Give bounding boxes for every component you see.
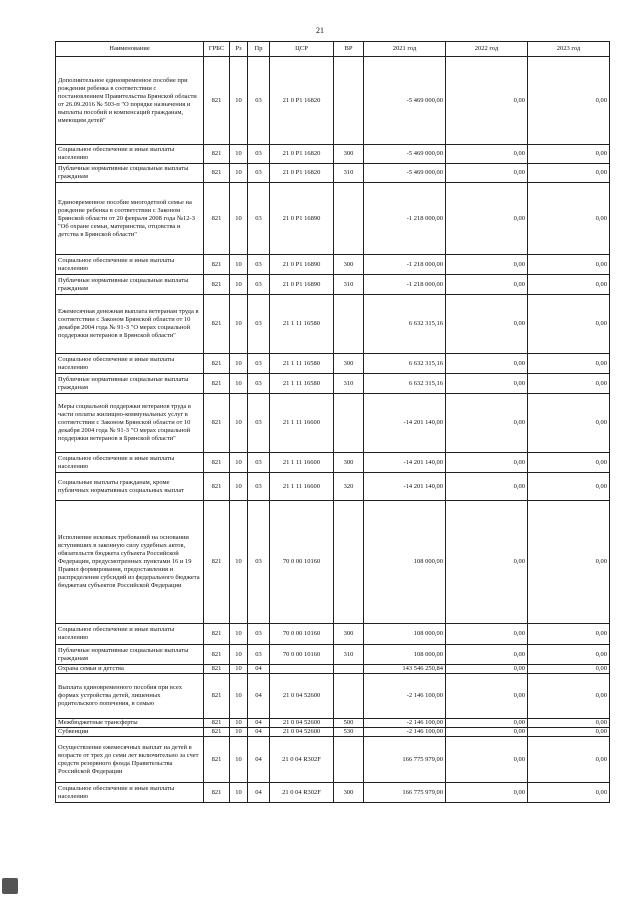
table-row xyxy=(56,728,610,737)
cell-name: Осуществление ежемесячных выплат на детей в возрасте от трех до семи лет включительно за счет средств резервного фонда Правительства Российской Федерации xyxy=(56,737,204,783)
cell-grbs: 821 xyxy=(204,183,230,255)
cell-2022: 0,00 xyxy=(446,164,528,183)
cell-2021: 143 546 250,84 xyxy=(364,665,446,674)
table-row xyxy=(56,255,610,275)
cell-csr: 70 0 00 10160 xyxy=(270,645,334,665)
cell-name: Социальное обеспечение и иные выплаты населению xyxy=(56,453,204,473)
cell-2022: 0,00 xyxy=(446,183,528,255)
cell-csr: 21 0 P1 16820 xyxy=(270,164,334,183)
cell-vr: 300 xyxy=(334,783,364,803)
cell-csr: 21 0 04 R302F xyxy=(270,737,334,783)
header-grbs: ГРБС xyxy=(204,42,230,57)
cell-2022: 0,00 xyxy=(446,453,528,473)
cell-2023: 0,00 xyxy=(528,783,610,803)
cell-rz: 10 xyxy=(230,728,248,737)
cell-2021: 6 632 315,16 xyxy=(364,295,446,354)
cell-pr: 03 xyxy=(248,164,270,183)
cell-2023: 0,00 xyxy=(528,183,610,255)
cell-pr: 03 xyxy=(248,473,270,501)
cell-2023: 0,00 xyxy=(528,354,610,374)
cell-csr: 21 0 P1 16890 xyxy=(270,275,334,295)
cell-2023: 0,00 xyxy=(528,645,610,665)
cell-2022: 0,00 xyxy=(446,354,528,374)
cell-2022: 0,00 xyxy=(446,473,528,501)
cell-grbs: 821 xyxy=(204,728,230,737)
header-2022: 2022 год xyxy=(446,42,528,57)
table-row xyxy=(56,374,610,394)
cell-2021: -5 469 000,00 xyxy=(364,164,446,183)
cell-pr: 04 xyxy=(248,783,270,803)
cell-vr: 500 xyxy=(334,719,364,728)
cell-2021: -14 201 140,00 xyxy=(364,394,446,453)
cell-pr: 04 xyxy=(248,737,270,783)
cell-name: Публичные нормативные социальные выплаты гражданам xyxy=(56,645,204,665)
cell-csr: 21 1 11 16600 xyxy=(270,473,334,501)
cell-2022: 0,00 xyxy=(446,665,528,674)
cell-name: Единовременное пособие многодетной семье на рождение ребенка в соответствии с Законом Брянской области от 20 февраля 2008 года №12-З "Об охране семьи, материнства, отцовства и детства в Брянской области" xyxy=(56,183,204,255)
cell-2021: 108 000,00 xyxy=(364,624,446,645)
cell-2023: 0,00 xyxy=(528,295,610,354)
header-2021: 2021 год xyxy=(364,42,446,57)
cell-2023: 0,00 xyxy=(528,624,610,645)
cell-2022: 0,00 xyxy=(446,783,528,803)
cell-rz: 10 xyxy=(230,473,248,501)
cell-pr: 03 xyxy=(248,645,270,665)
cell-vr: 310 xyxy=(334,374,364,394)
table-row xyxy=(56,665,610,674)
cell-vr xyxy=(334,737,364,783)
cell-2021: -1 218 000,00 xyxy=(364,275,446,295)
cell-2022: 0,00 xyxy=(446,501,528,624)
cell-vr: 310 xyxy=(334,164,364,183)
cell-grbs: 821 xyxy=(204,645,230,665)
cell-rz: 10 xyxy=(230,453,248,473)
cell-grbs: 821 xyxy=(204,665,230,674)
cell-pr: 04 xyxy=(248,674,270,719)
cell-pr: 03 xyxy=(248,374,270,394)
cell-2023: 0,00 xyxy=(528,737,610,783)
cell-csr: 21 0 P1 16890 xyxy=(270,183,334,255)
table-row xyxy=(56,501,610,624)
table-row xyxy=(56,183,610,255)
cell-vr: 310 xyxy=(334,645,364,665)
budget-table xyxy=(55,41,610,803)
table-body xyxy=(56,57,610,803)
cell-vr xyxy=(334,394,364,453)
cell-grbs: 821 xyxy=(204,737,230,783)
cell-2021: 108 000,00 xyxy=(364,501,446,624)
table-row xyxy=(56,737,610,783)
cell-2023: 0,00 xyxy=(528,665,610,674)
cell-rz: 10 xyxy=(230,737,248,783)
cell-2022: 0,00 xyxy=(446,737,528,783)
cell-pr: 04 xyxy=(248,728,270,737)
cell-grbs: 821 xyxy=(204,719,230,728)
cell-2023: 0,00 xyxy=(528,473,610,501)
cell-2023: 0,00 xyxy=(528,57,610,145)
cell-2021: -1 218 000,00 xyxy=(364,255,446,275)
cell-name: Меры социальной поддержки ветеранов труда в части оплаты жилищно-коммунальных услуг в соответствии с Законом Брянской области от 10 декабря 2004 года № 91-З "О мерах социальной поддержки ветеранов в Брянской области" xyxy=(56,394,204,453)
cell-pr: 03 xyxy=(248,255,270,275)
cell-2023: 0,00 xyxy=(528,275,610,295)
cell-2021: -1 218 000,00 xyxy=(364,183,446,255)
cell-rz: 10 xyxy=(230,645,248,665)
cell-2022: 0,00 xyxy=(446,719,528,728)
cell-name: Межбюджетные трансферты xyxy=(56,719,204,728)
table-row xyxy=(56,275,610,295)
cell-rz: 10 xyxy=(230,183,248,255)
cell-pr: 03 xyxy=(248,501,270,624)
cell-rz: 10 xyxy=(230,275,248,295)
cell-vr xyxy=(334,57,364,145)
cell-csr: 21 1 11 16580 xyxy=(270,374,334,394)
cell-2022: 0,00 xyxy=(446,295,528,354)
cell-vr xyxy=(334,665,364,674)
cell-rz: 10 xyxy=(230,295,248,354)
cell-grbs: 821 xyxy=(204,453,230,473)
cell-grbs: 821 xyxy=(204,164,230,183)
header-name: Наименование xyxy=(56,42,204,57)
cell-csr: 21 1 11 16580 xyxy=(270,354,334,374)
cell-pr: 03 xyxy=(248,624,270,645)
cell-rz: 10 xyxy=(230,374,248,394)
cell-csr: 70 0 00 10160 xyxy=(270,624,334,645)
table-row xyxy=(56,453,610,473)
cell-pr: 03 xyxy=(248,183,270,255)
table-row xyxy=(56,473,610,501)
cell-2021: -2 146 100,00 xyxy=(364,674,446,719)
cell-2022: 0,00 xyxy=(446,645,528,665)
scan-artifact-mark xyxy=(2,878,18,894)
cell-grbs: 821 xyxy=(204,501,230,624)
cell-name: Исполнение исковых требований на основании вступивших в законную силу судебных актов, обязательств бюджета субъекта Российской Федерации, предусмотренных пунктами 16 и 19 Правил формирования, предоставления и распределения субсидий из федерального бюджета бюджетам субъектов Российской Федерации xyxy=(56,501,204,624)
cell-2021: 108 000,00 xyxy=(364,645,446,665)
cell-vr: 320 xyxy=(334,473,364,501)
cell-pr: 03 xyxy=(248,295,270,354)
cell-rz: 10 xyxy=(230,354,248,374)
cell-grbs: 821 xyxy=(204,255,230,275)
cell-csr: 70 0 00 10160 xyxy=(270,501,334,624)
cell-vr: 300 xyxy=(334,255,364,275)
cell-csr: 21 0 P1 16820 xyxy=(270,57,334,145)
cell-2023: 0,00 xyxy=(528,674,610,719)
cell-vr: 300 xyxy=(334,354,364,374)
cell-rz: 10 xyxy=(230,674,248,719)
page-number: 21 xyxy=(316,26,324,35)
cell-name: Социальное обеспечение и иные выплаты населению xyxy=(56,783,204,803)
cell-2022: 0,00 xyxy=(446,145,528,164)
cell-grbs: 821 xyxy=(204,295,230,354)
cell-grbs: 821 xyxy=(204,354,230,374)
cell-2023: 0,00 xyxy=(528,394,610,453)
cell-2023: 0,00 xyxy=(528,255,610,275)
cell-csr: 21 0 P1 16820 xyxy=(270,145,334,164)
cell-2021: 6 632 315,16 xyxy=(364,374,446,394)
cell-name: Социальное обеспечение и иные выплаты населению xyxy=(56,145,204,164)
cell-name: Социальные выплаты гражданам, кроме публичных нормативных социальных выплат xyxy=(56,473,204,501)
table-row xyxy=(56,354,610,374)
cell-grbs: 821 xyxy=(204,783,230,803)
cell-2022: 0,00 xyxy=(446,394,528,453)
cell-grbs: 821 xyxy=(204,473,230,501)
cell-vr xyxy=(334,295,364,354)
cell-csr: 21 0 04 52600 xyxy=(270,719,334,728)
cell-vr: 300 xyxy=(334,453,364,473)
cell-grbs: 821 xyxy=(204,624,230,645)
cell-vr xyxy=(334,674,364,719)
cell-rz: 10 xyxy=(230,145,248,164)
table-row xyxy=(56,57,610,145)
cell-rz: 10 xyxy=(230,783,248,803)
cell-2021: -2 146 100,00 xyxy=(364,719,446,728)
cell-csr: 21 0 04 52600 xyxy=(270,674,334,719)
cell-vr: 530 xyxy=(334,728,364,737)
table-row xyxy=(56,719,610,728)
cell-grbs: 821 xyxy=(204,145,230,164)
cell-rz: 10 xyxy=(230,255,248,275)
header-csr: ЦСР xyxy=(270,42,334,57)
cell-pr: 03 xyxy=(248,453,270,473)
cell-pr: 04 xyxy=(248,665,270,674)
table-row xyxy=(56,164,610,183)
cell-2023: 0,00 xyxy=(528,719,610,728)
cell-2021: 166 775 979,00 xyxy=(364,783,446,803)
cell-name: Выплата единовременного пособия при всех формах устройства детей, лишенных родительского попечения, в семью xyxy=(56,674,204,719)
cell-2021: -14 201 140,00 xyxy=(364,473,446,501)
cell-csr: 21 1 11 16580 xyxy=(270,295,334,354)
cell-rz: 10 xyxy=(230,665,248,674)
header-pr: Пр xyxy=(248,42,270,57)
cell-name: Социальное обеспечение и иные выплаты населению xyxy=(56,624,204,645)
cell-name: Публичные нормативные социальные выплаты гражданам xyxy=(56,374,204,394)
cell-rz: 10 xyxy=(230,624,248,645)
table-row xyxy=(56,394,610,453)
cell-2021: -14 201 140,00 xyxy=(364,453,446,473)
cell-vr xyxy=(334,501,364,624)
cell-name: Дополнительное единовременное пособие при рождении ребенка в соответствии с постановлением Правительства Брянской области от 26.09.2016 № 503-п "О порядке назначения и выплаты пособий и компенсаций гражданам, имеющим детей" xyxy=(56,57,204,145)
cell-name: Публичные нормативные социальные выплаты гражданам xyxy=(56,164,204,183)
cell-pr: 03 xyxy=(248,354,270,374)
cell-csr: 21 1 11 16600 xyxy=(270,394,334,453)
cell-name: Субвенции xyxy=(56,728,204,737)
cell-grbs: 821 xyxy=(204,57,230,145)
cell-pr: 04 xyxy=(248,719,270,728)
cell-csr xyxy=(270,665,334,674)
cell-2021: 6 632 315,16 xyxy=(364,354,446,374)
cell-vr: 300 xyxy=(334,624,364,645)
table-row xyxy=(56,783,610,803)
header-vr: ВР xyxy=(334,42,364,57)
cell-2023: 0,00 xyxy=(528,453,610,473)
cell-2023: 0,00 xyxy=(528,728,610,737)
header-rz: Рз xyxy=(230,42,248,57)
cell-2023: 0,00 xyxy=(528,145,610,164)
cell-name: Социальное обеспечение и иные выплаты населению xyxy=(56,354,204,374)
cell-vr: 310 xyxy=(334,275,364,295)
cell-2022: 0,00 xyxy=(446,728,528,737)
table-row xyxy=(56,674,610,719)
cell-csr: 21 0 P1 16890 xyxy=(270,255,334,275)
cell-pr: 03 xyxy=(248,145,270,164)
cell-2021: -2 146 100,00 xyxy=(364,728,446,737)
cell-2023: 0,00 xyxy=(528,501,610,624)
cell-2023: 0,00 xyxy=(528,374,610,394)
cell-pr: 03 xyxy=(248,275,270,295)
cell-csr: 21 0 04 52600 xyxy=(270,728,334,737)
cell-2022: 0,00 xyxy=(446,374,528,394)
cell-pr: 03 xyxy=(248,57,270,145)
table-row xyxy=(56,295,610,354)
cell-rz: 10 xyxy=(230,719,248,728)
table-row xyxy=(56,645,610,665)
cell-2021: 166 775 979,00 xyxy=(364,737,446,783)
cell-2023: 0,00 xyxy=(528,164,610,183)
cell-2022: 0,00 xyxy=(446,624,528,645)
cell-grbs: 821 xyxy=(204,374,230,394)
cell-grbs: 821 xyxy=(204,674,230,719)
cell-csr: 21 0 04 R302F xyxy=(270,783,334,803)
header-2023: 2023 год xyxy=(528,42,610,57)
cell-rz: 10 xyxy=(230,501,248,624)
cell-rz: 10 xyxy=(230,394,248,453)
cell-2021: -5 469 000,00 xyxy=(364,57,446,145)
cell-rz: 10 xyxy=(230,57,248,145)
cell-name: Публичные нормативные социальные выплаты гражданам xyxy=(56,275,204,295)
cell-name: Охрана семьи и детства xyxy=(56,665,204,674)
cell-2022: 0,00 xyxy=(446,255,528,275)
cell-pr: 03 xyxy=(248,394,270,453)
cell-rz: 10 xyxy=(230,164,248,183)
cell-grbs: 821 xyxy=(204,394,230,453)
cell-2021: -5 469 000,00 xyxy=(364,145,446,164)
cell-2022: 0,00 xyxy=(446,674,528,719)
cell-grbs: 821 xyxy=(204,275,230,295)
table-header-row xyxy=(56,42,610,57)
cell-2022: 0,00 xyxy=(446,57,528,145)
cell-csr: 21 1 11 16600 xyxy=(270,453,334,473)
cell-vr xyxy=(334,183,364,255)
table-row xyxy=(56,624,610,645)
cell-2022: 0,00 xyxy=(446,275,528,295)
cell-vr: 300 xyxy=(334,145,364,164)
table-row xyxy=(56,145,610,164)
cell-name: Социальное обеспечение и иные выплаты населению xyxy=(56,255,204,275)
cell-name: Ежемесячная денежная выплата ветеранам труда в соответствии с Законом Брянской области от 10 декабря 2004 года № 91-З "О мерах социальной поддержки ветеранов в Брянской области" xyxy=(56,295,204,354)
